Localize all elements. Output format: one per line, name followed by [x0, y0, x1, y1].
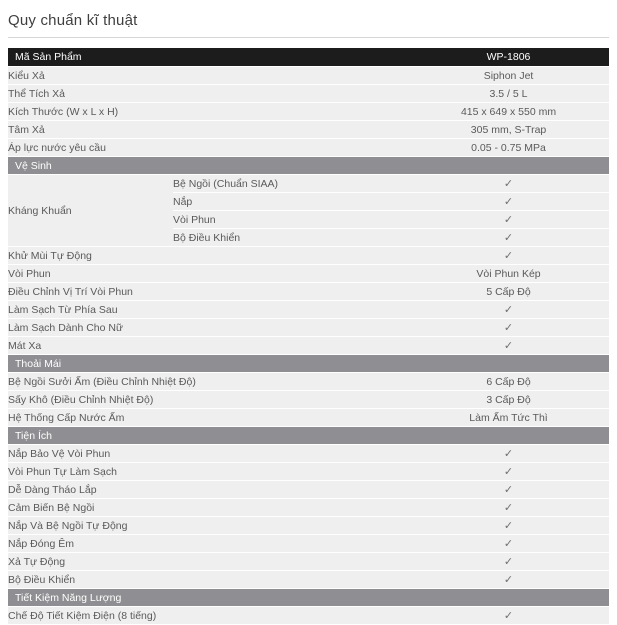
- section-label: Tiện Ích: [8, 427, 609, 445]
- row-value: 5 Cấp Độ: [408, 283, 609, 301]
- row-value: 305 mm, S-Trap: [408, 121, 609, 139]
- row-check-icon: ✓: [408, 319, 609, 337]
- table-row: [8, 553, 609, 571]
- row-label: Điều Chỉnh Vị Trí Vòi Phun: [8, 283, 408, 301]
- section-label: Thoải Mái: [8, 355, 609, 373]
- row-check-icon: ✓: [408, 247, 609, 265]
- section-label: Vệ Sinh: [8, 157, 609, 175]
- title-divider: [8, 37, 609, 38]
- row-check-icon: ✓: [408, 607, 609, 625]
- table-header-label: Mã Sản Phẩm: [8, 48, 408, 67]
- row-check-icon: ✓: [408, 499, 609, 517]
- row-check-icon: ✓: [408, 211, 609, 229]
- row-label: Nắp Đóng Êm: [8, 535, 408, 553]
- table-section-row: [8, 355, 609, 373]
- row-label: Chế Độ Tiết Kiệm Điện (8 tiếng): [8, 607, 408, 625]
- row-label: Sấy Khô (Điều Chỉnh Nhiệt Độ): [8, 391, 408, 409]
- row-group-label: Kháng Khuẩn: [8, 175, 173, 247]
- row-label: Mát Xa: [8, 337, 408, 355]
- table-section-row: [8, 589, 609, 607]
- row-check-icon: ✓: [408, 481, 609, 499]
- row-sub-label: Bệ Ngồi (Chuẩn SIAA): [173, 175, 408, 193]
- row-label: Vòi Phun Tự Làm Sạch: [8, 463, 408, 481]
- row-check-icon: ✓: [408, 463, 609, 481]
- row-label: Tâm Xả: [8, 121, 408, 139]
- table-row: [8, 535, 609, 553]
- row-value: Vòi Phun Kép: [408, 265, 609, 283]
- row-label: Làm Sạch Từ Phía Sau: [8, 301, 408, 319]
- table-row: [8, 445, 609, 463]
- row-check-icon: ✓: [408, 175, 609, 193]
- specification-table: [8, 48, 609, 625]
- table-row: [8, 409, 609, 427]
- row-label: Nắp Bảo Vệ Vòi Phun: [8, 445, 408, 463]
- page-title: Quy chuẩn kĩ thuật: [8, 12, 138, 29]
- row-label: Kiểu Xả: [8, 67, 408, 85]
- row-label: Kích Thước (W x L x H): [8, 103, 408, 121]
- row-label: Khử Mùi Tự Động: [8, 247, 408, 265]
- table-row: [8, 517, 609, 535]
- specification-table-body: [8, 48, 609, 625]
- row-check-icon: ✓: [408, 301, 609, 319]
- row-check-icon: ✓: [408, 229, 609, 247]
- row-label: Nắp Và Bệ Ngồi Tự Động: [8, 517, 408, 535]
- row-label: Dễ Dàng Tháo Lắp: [8, 481, 408, 499]
- row-label: Vòi Phun: [8, 265, 408, 283]
- row-label: Cảm Biến Bệ Ngồi: [8, 499, 408, 517]
- table-section-row: [8, 157, 609, 175]
- row-label: Làm Sạch Dành Cho Nữ: [8, 319, 408, 337]
- table-row: [8, 175, 609, 193]
- row-value: Siphon Jet: [408, 67, 609, 85]
- table-row: [8, 319, 609, 337]
- table-row: [8, 103, 609, 121]
- row-check-icon: ✓: [408, 553, 609, 571]
- row-sub-label: Vòi Phun: [173, 211, 408, 229]
- row-check-icon: ✓: [408, 193, 609, 211]
- table-row: [8, 265, 609, 283]
- row-label: Thể Tích Xả: [8, 85, 408, 103]
- table-row: [8, 373, 609, 391]
- table-row: [8, 463, 609, 481]
- table-row: [8, 607, 609, 625]
- table-row: [8, 85, 609, 103]
- table-row: [8, 337, 609, 355]
- row-label: Xả Tự Động: [8, 553, 408, 571]
- row-label: Áp lực nước yêu cầu: [8, 139, 408, 157]
- table-header-value: WP-1806: [408, 48, 609, 67]
- table-row: [8, 481, 609, 499]
- row-check-icon: ✓: [408, 535, 609, 553]
- table-row: [8, 139, 609, 157]
- table-row: [8, 283, 609, 301]
- row-value: 3.5 / 5 L: [408, 85, 609, 103]
- section-label: Tiết Kiệm Năng Lượng: [8, 589, 609, 607]
- table-row: [8, 247, 609, 265]
- row-check-icon: ✓: [408, 517, 609, 535]
- table-row: [8, 121, 609, 139]
- row-sub-label: Nắp: [173, 193, 408, 211]
- table-section-row: [8, 427, 609, 445]
- table-row: [8, 67, 609, 85]
- row-value: 415 x 649 x 550 mm: [408, 103, 609, 121]
- row-check-icon: ✓: [408, 337, 609, 355]
- table-header-row: [8, 48, 609, 67]
- table-row: [8, 391, 609, 409]
- row-label: Bộ Điều Khiển: [8, 571, 408, 589]
- row-value: 6 Cấp Độ: [408, 373, 609, 391]
- row-label: Bệ Ngồi Sưởi Ấm (Điều Chỉnh Nhiệt Độ): [8, 373, 408, 391]
- row-sub-label: Bộ Điều Khiển: [173, 229, 408, 247]
- row-value: 0.05 - 0.75 MPa: [408, 139, 609, 157]
- table-row: [8, 499, 609, 517]
- row-check-icon: ✓: [408, 445, 609, 463]
- row-value: Làm Ấm Tức Thì: [408, 409, 609, 427]
- table-row: [8, 571, 609, 589]
- row-value: 3 Cấp Độ: [408, 391, 609, 409]
- row-label: Hệ Thống Cấp Nước Ấm: [8, 409, 408, 427]
- row-check-icon: ✓: [408, 571, 609, 589]
- table-row: [8, 301, 609, 319]
